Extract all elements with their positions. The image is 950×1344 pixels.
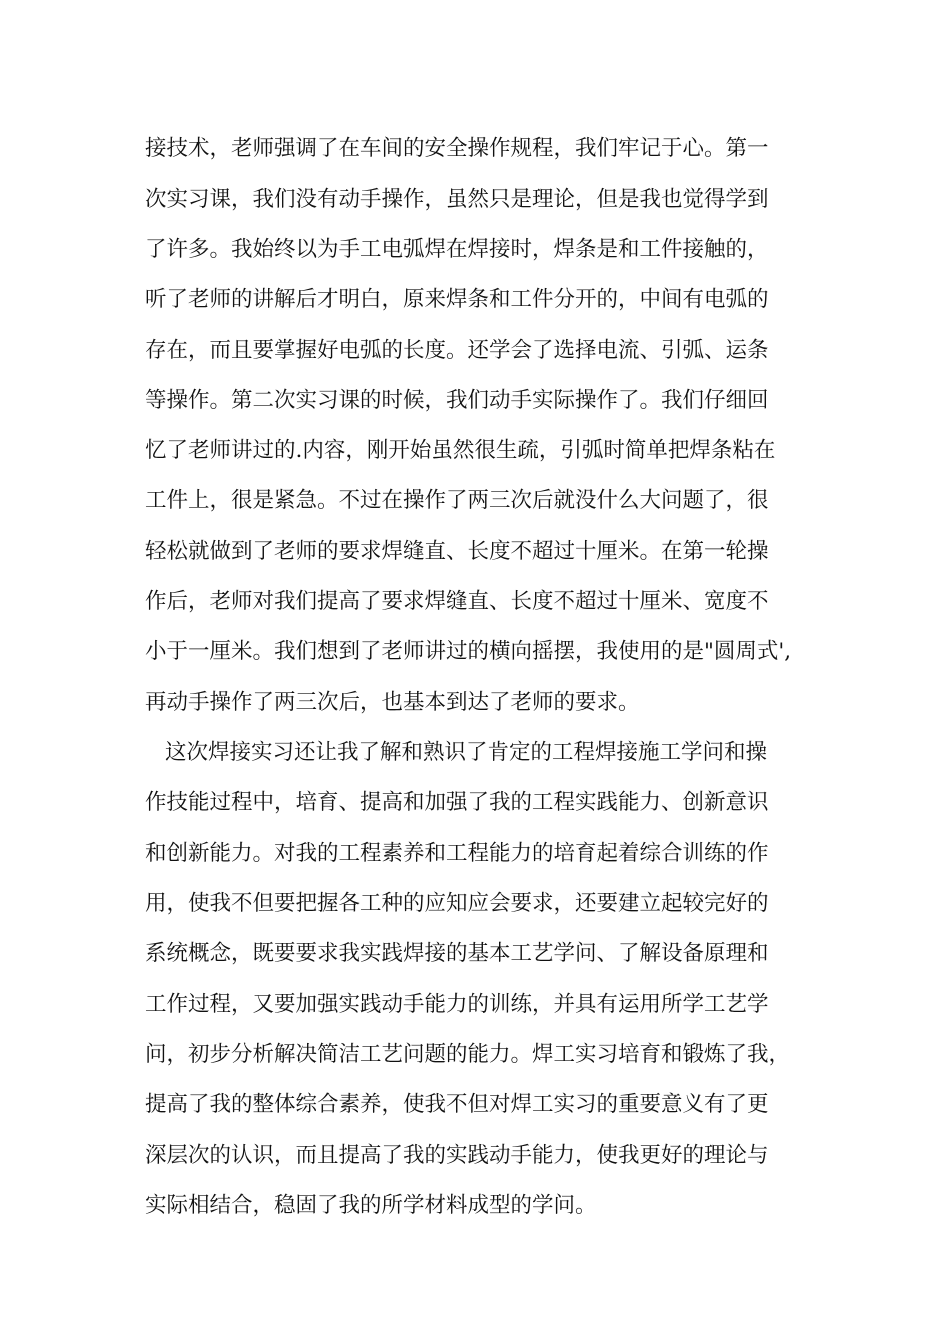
text-line: 提高了我的整体综合素养，使我不但对焊工实习的重要意义有了更	[145, 1092, 769, 1117]
text-line: 再动手操作了两三次后，也基本到达了老师的要求。	[145, 690, 640, 715]
text-line: 问，初步分析解决简洁工艺问题的能力。焊工实习培育和锻炼了我，	[145, 1042, 791, 1067]
text-line: 工件上，很是紧急。不过在操作了两三次后就没什么大问题了，很	[145, 488, 769, 513]
text-line: 等操作。第二次实习课的时候，我们动手实际操作了。我们仔细回	[145, 388, 769, 413]
text-line: 作技能过程中，培育、提高和加强了我的工程实践能力、创新意识	[145, 790, 769, 815]
text-line: 轻松就做到了老师的要求焊缝直、长度不超过十厘米。在第一轮操	[145, 539, 769, 564]
text-line: 深层次的认识，而且提高了我的实践动手能力，使我更好的理论与	[145, 1143, 769, 1168]
text-line: 接技术，老师强调了在车间的安全操作规程，我们牢记于心。第一	[145, 136, 769, 161]
text-line: 忆了老师讲过的.内容，刚开始虽然很生疏，引弧时简单把焊条粘在	[145, 438, 776, 463]
text-line: 实际相结合，稳固了我的所学材料成型的学问。	[145, 1193, 597, 1218]
text-line: 系统概念，既要要求我实践焊接的基本工艺学问、了解设备原理和	[145, 941, 769, 966]
text-line: 听了老师的讲解后才明白，原来焊条和工件分开的，中间有电弧的	[145, 287, 769, 312]
text-line: 这次焊接实习还让我了解和熟识了肯定的工程焊接施工学问和操	[165, 740, 768, 765]
text-line: 次实习课，我们没有动手操作，虽然只是理论，但是我也觉得学到	[145, 187, 769, 212]
text-line: 小于一厘米。我们想到了老师讲过的横向摇摆，我使用的是"圆周式',	[145, 639, 792, 664]
text-line: 作后，老师对我们提高了要求焊缝直、长度不超过十厘米、宽度不	[145, 589, 769, 614]
text-line: 工作过程，又要加强实践动手能力的训练，并具有运用所学工艺学	[145, 992, 769, 1017]
text-line: 了许多。我始终以为手工电弧焊在焊接时，焊条是和工件接触的，	[145, 237, 769, 262]
text-line: 存在，而且要掌握好电弧的长度。还学会了选择电流、引弧、运条	[145, 338, 769, 363]
text-line: 和创新能力。对我的工程素养和工程能力的培育起着综合训练的作	[145, 841, 769, 866]
text-line: 用，使我不但要把握各工种的应知应会要求，还要建立起较完好的	[145, 891, 769, 916]
